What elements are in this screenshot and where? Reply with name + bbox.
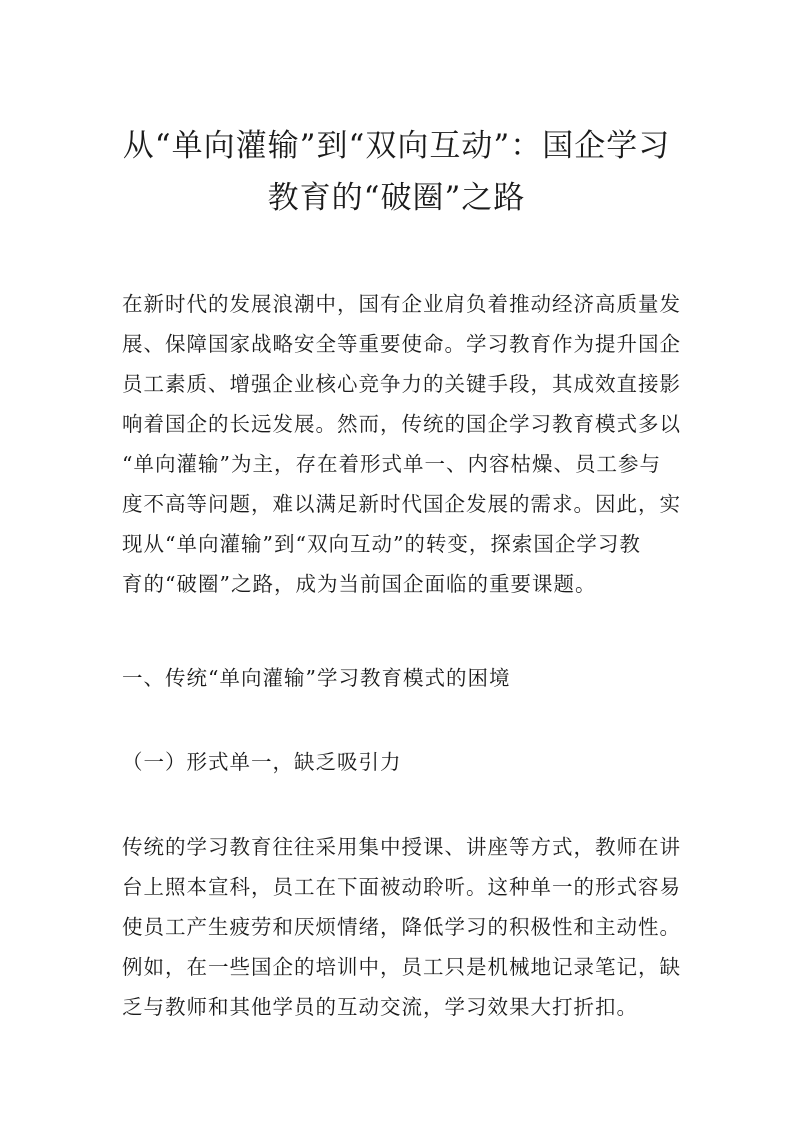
subsection-heading — [122, 742, 674, 782]
subsection-heading-text: （一）形式单一，缺乏吸引力 — [122, 750, 402, 774]
text-line: 台上照本宣科，员工在下面被动聆听。这种单一的形式容易 — [122, 875, 681, 899]
subsection-paragraph — [122, 827, 681, 1027]
text-line: “单向灌输”为主，存在着形式单一、内容枯燥、员工参与 — [122, 452, 661, 476]
text-line: 在新时代的发展浪潮中，国有企业肩负着推动经济高质量发 — [122, 292, 681, 316]
text-line: 例如，在一些国企的培训中，员工只是机械地记录笔记，缺 — [122, 955, 681, 979]
text-line: 度不高等问题，难以满足新时代国企发展的需求。因此，实 — [122, 492, 681, 516]
text-line: 育的“破圈”之路，成为当前国企面临的重要课题。 — [122, 572, 597, 596]
text-line: 传统的学习教育往往采用集中授课、讲座等方式，教师在讲 — [122, 835, 681, 859]
section-heading — [122, 658, 674, 698]
document-title — [100, 120, 693, 224]
section-heading-text: 一、传统“单向灌输”学习教育模式的困境 — [122, 666, 511, 690]
text-line: 响着国企的长远发展。然而，传统的国企学习教育模式多以 — [122, 412, 681, 436]
title-line: 教育的“破圈”之路 — [267, 180, 526, 216]
text-line: 展、保障国家战略安全等重要使命。学习教育作为提升国企 — [122, 332, 681, 356]
text-line: 员工素质、增强企业核心竞争力的关键手段，其成效直接影 — [122, 372, 681, 396]
text-line: 现从“单向灌输”到“双向互动”的转变，探索国企学习教 — [122, 532, 641, 556]
title-line: 从“单向灌输”到“双向互动”：国企学习 — [122, 128, 671, 164]
intro-paragraph — [122, 284, 681, 604]
text-line: 乏与教师和其他学员的互动交流，学习效果大打折扣。 — [122, 995, 638, 1019]
text-line: 使员工产生疲劳和厌烦情绪，降低学习的积极性和主动性。 — [122, 915, 681, 939]
